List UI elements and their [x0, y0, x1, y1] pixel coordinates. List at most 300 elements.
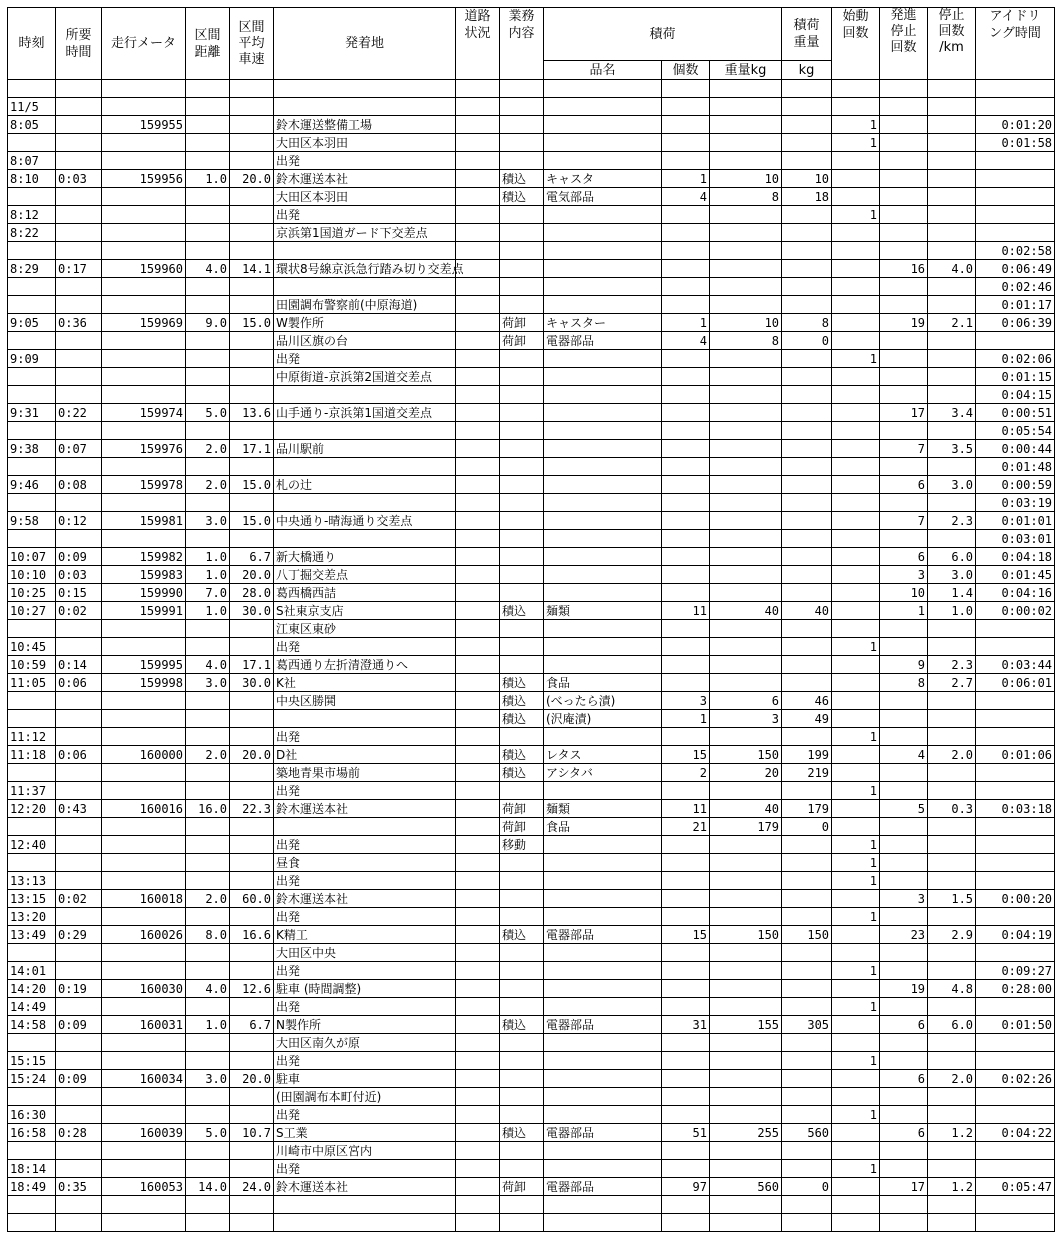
cell-cargo-count — [662, 494, 710, 512]
cell-place: 出発 — [274, 1052, 456, 1070]
cell-odometer: 160016 — [102, 800, 186, 818]
cell-starts: 1 — [832, 134, 880, 152]
table-row — [8, 836, 1055, 854]
cell-stops-per-km — [928, 386, 976, 404]
cell-idling: 0:01:17 — [976, 296, 1055, 314]
cell-work — [500, 134, 544, 152]
cell-speed — [230, 782, 274, 800]
cell-starts: 1 — [832, 872, 880, 890]
cell-road — [456, 584, 500, 602]
cell-cargo-count — [662, 980, 710, 998]
cell-time — [8, 134, 56, 152]
cell-time — [8, 692, 56, 710]
cell-cargo-count — [662, 638, 710, 656]
cell-speed — [230, 710, 274, 728]
cell-road — [456, 1178, 500, 1196]
cell-road — [456, 854, 500, 872]
cell-cargo-item: キャスタ — [544, 170, 662, 188]
cell-idling — [976, 1160, 1055, 1178]
cell-speed — [230, 836, 274, 854]
cell-stops-per-km — [928, 152, 976, 170]
cell-idling: 0:01:50 — [976, 1016, 1055, 1034]
cell-speed — [230, 1160, 274, 1178]
cell-place: 出発 — [274, 836, 456, 854]
table-row — [8, 1016, 1055, 1034]
cell-speed — [230, 296, 274, 314]
cell-idling: 0:06:39 — [976, 314, 1055, 332]
cell-starts — [832, 260, 880, 278]
cell-distance: 2.0 — [186, 890, 230, 908]
cell-time: 13:20 — [8, 908, 56, 926]
cell-work — [500, 512, 544, 530]
cell-cargo-item — [544, 944, 662, 962]
cell-stops — [880, 116, 928, 134]
cell-elapsed — [56, 350, 102, 368]
cell-stops — [880, 224, 928, 242]
cell-idling — [976, 188, 1055, 206]
cell-place: 出発 — [274, 206, 456, 224]
cell-work: 荷卸 — [500, 1178, 544, 1196]
cell-speed — [230, 134, 274, 152]
cell-stops-per-km: 2.1 — [928, 314, 976, 332]
table-row — [8, 692, 1055, 710]
header-cargo-weight: 重量kg — [710, 61, 782, 80]
cell-distance — [186, 818, 230, 836]
cell-place: 鈴木運送本社 — [274, 890, 456, 908]
header-time — [8, 8, 56, 80]
cell-stops — [880, 458, 928, 476]
cell-odometer — [102, 944, 186, 962]
cell-odometer — [102, 1034, 186, 1052]
cell-work — [500, 1070, 544, 1088]
cell-cargo-weight — [710, 998, 782, 1016]
cell-distance — [186, 530, 230, 548]
cell-cargo-weight — [710, 620, 782, 638]
cell-odometer — [102, 998, 186, 1016]
cell-place: 品川駅前 — [274, 440, 456, 458]
cell-idling: 0:03:18 — [976, 800, 1055, 818]
cell-cargo-count — [662, 476, 710, 494]
cell-work — [500, 1106, 544, 1124]
cell-work — [500, 278, 544, 296]
cell-distance: 7.0 — [186, 584, 230, 602]
cell-odometer — [102, 872, 186, 890]
cell-stops: 6 — [880, 548, 928, 566]
cell-stops — [880, 836, 928, 854]
cell-distance: 1.0 — [186, 566, 230, 584]
cell-idling — [976, 944, 1055, 962]
cell-starts: 1 — [832, 206, 880, 224]
cell-cargo-count — [662, 296, 710, 314]
cell-idling — [976, 1142, 1055, 1160]
cell-distance — [186, 872, 230, 890]
cell-cargo-count — [662, 836, 710, 854]
cell-time — [8, 422, 56, 440]
cell-stops — [880, 422, 928, 440]
cell-work: 積込 — [500, 764, 544, 782]
cell-elapsed: 0:43 — [56, 800, 102, 818]
cell-road — [456, 440, 500, 458]
cell-load-weight — [782, 278, 832, 296]
cell-distance — [186, 134, 230, 152]
cell-starts — [832, 1142, 880, 1160]
cell-stops — [880, 134, 928, 152]
cell-cargo-weight — [710, 584, 782, 602]
cell-place: 中原街道-京浜第2国道交差点 — [274, 368, 456, 386]
cell-odometer: 159983 — [102, 566, 186, 584]
cell-starts — [832, 584, 880, 602]
cell-distance: 4.0 — [186, 980, 230, 998]
cell-cargo-weight: 8 — [710, 188, 782, 206]
header-distance: 区間 距離 — [186, 8, 230, 80]
cell-stops — [880, 1142, 928, 1160]
cell-cargo-count: 15 — [662, 926, 710, 944]
cell-cargo-count: 21 — [662, 818, 710, 836]
cell-starts — [832, 548, 880, 566]
cell-cargo-item — [544, 440, 662, 458]
cell-odometer — [102, 638, 186, 656]
table-row — [8, 1052, 1055, 1070]
cell-cargo-item — [544, 278, 662, 296]
cell-starts — [832, 170, 880, 188]
cell-distance — [186, 224, 230, 242]
cell-road — [456, 458, 500, 476]
cell-stops-per-km — [928, 278, 976, 296]
cell-road — [456, 692, 500, 710]
cell-stops-per-km — [928, 872, 976, 890]
cell-speed — [230, 152, 274, 170]
cell-cargo-count — [662, 566, 710, 584]
cell-idling — [976, 854, 1055, 872]
cell-elapsed — [56, 836, 102, 854]
cell-speed — [230, 764, 274, 782]
cell-cargo-item: 電器部品 — [544, 1124, 662, 1142]
cell-load-weight: 0 — [782, 1178, 832, 1196]
cell-starts — [832, 188, 880, 206]
cell-stops — [880, 782, 928, 800]
cell-stops: 3 — [880, 566, 928, 584]
cell-load-weight — [782, 854, 832, 872]
cell-odometer — [102, 98, 186, 116]
cell-stops-per-km: 1.0 — [928, 602, 976, 620]
cell-cargo-weight — [710, 962, 782, 980]
cell-distance — [186, 386, 230, 404]
cell-place: 新大橋通り — [274, 548, 456, 566]
table-row — [8, 548, 1055, 566]
cell-cargo-weight — [710, 638, 782, 656]
cell-stops-per-km — [928, 1214, 976, 1232]
cell-idling — [976, 872, 1055, 890]
cell-distance — [186, 710, 230, 728]
cell-distance — [186, 98, 230, 116]
cell-elapsed: 0:29 — [56, 926, 102, 944]
cell-elapsed: 0:03 — [56, 566, 102, 584]
cell-load-weight: 560 — [782, 1124, 832, 1142]
cell-distance — [186, 188, 230, 206]
cell-cargo-count — [662, 1196, 710, 1214]
cell-time: 8:10 — [8, 170, 56, 188]
cell-load-weight — [782, 1070, 832, 1088]
cell-idling — [976, 728, 1055, 746]
cell-speed: 12.6 — [230, 980, 274, 998]
cell-load-weight — [782, 440, 832, 458]
cell-work — [500, 566, 544, 584]
cell-stops: 19 — [880, 980, 928, 998]
cell-time: 12:20 — [8, 800, 56, 818]
cell-speed — [230, 530, 274, 548]
cell-odometer: 160030 — [102, 980, 186, 998]
cell-idling: 0:04:18 — [976, 548, 1055, 566]
cell-cargo-item — [544, 206, 662, 224]
table-row — [8, 1070, 1055, 1088]
cell-time — [8, 368, 56, 386]
table-row — [8, 494, 1055, 512]
cell-time: 8:29 — [8, 260, 56, 278]
cell-cargo-weight: 179 — [710, 818, 782, 836]
cell-load-weight: 46 — [782, 692, 832, 710]
cell-cargo-weight — [710, 656, 782, 674]
cell-time — [8, 854, 56, 872]
cell-load-weight — [782, 962, 832, 980]
table-row — [8, 170, 1055, 188]
cell-place — [274, 494, 456, 512]
cell-cargo-item — [544, 1052, 662, 1070]
cell-distance: 4.0 — [186, 260, 230, 278]
cell-distance — [186, 1214, 230, 1232]
cell-cargo-weight — [710, 368, 782, 386]
cell-speed: 15.0 — [230, 314, 274, 332]
cell-odometer: 160018 — [102, 890, 186, 908]
cell-odometer — [102, 368, 186, 386]
cell-idling — [976, 332, 1055, 350]
cell-speed: 17.1 — [230, 656, 274, 674]
cell-speed — [230, 962, 274, 980]
cell-cargo-weight — [710, 872, 782, 890]
cell-road — [456, 962, 500, 980]
header-idling: アイドリ ング時間 — [976, 8, 1055, 80]
cell-time: 14:20 — [8, 980, 56, 998]
cell-place: 出発 — [274, 998, 456, 1016]
cell-stops-per-km — [928, 422, 976, 440]
cell-cargo-item: 電器部品 — [544, 1016, 662, 1034]
cell-elapsed — [56, 386, 102, 404]
cell-stops-per-km — [928, 206, 976, 224]
cell-starts — [832, 602, 880, 620]
cell-work: 荷卸 — [500, 800, 544, 818]
cell-work — [500, 224, 544, 242]
cell-time: 11:12 — [8, 728, 56, 746]
cell-odometer — [102, 1160, 186, 1178]
cell-distance — [186, 944, 230, 962]
cell-starts — [832, 368, 880, 386]
cell-cargo-count — [662, 962, 710, 980]
cell-load-weight — [782, 512, 832, 530]
cell-stops — [880, 278, 928, 296]
cell-speed — [230, 80, 274, 98]
cell-work: 積込 — [500, 746, 544, 764]
cell-time: 10:27 — [8, 602, 56, 620]
cell-time — [8, 332, 56, 350]
cell-time — [8, 1214, 56, 1232]
cell-elapsed — [56, 782, 102, 800]
cell-cargo-count — [662, 98, 710, 116]
cell-elapsed — [56, 296, 102, 314]
cell-cargo-count: 11 — [662, 602, 710, 620]
cell-place — [274, 1214, 456, 1232]
cell-idling — [976, 1034, 1055, 1052]
cell-starts: 1 — [832, 1106, 880, 1124]
table-row — [8, 530, 1055, 548]
cell-odometer — [102, 1106, 186, 1124]
cell-stops-per-km — [928, 1034, 976, 1052]
cell-speed — [230, 422, 274, 440]
cell-idling — [976, 1196, 1055, 1214]
cell-speed — [230, 224, 274, 242]
cell-time: 10:07 — [8, 548, 56, 566]
cell-elapsed — [56, 998, 102, 1016]
cell-place — [274, 278, 456, 296]
table-row — [8, 818, 1055, 836]
cell-elapsed: 0:36 — [56, 314, 102, 332]
cell-distance: 1.0 — [186, 548, 230, 566]
cell-stops: 6 — [880, 1070, 928, 1088]
cell-work — [500, 962, 544, 980]
cell-speed — [230, 1034, 274, 1052]
cell-cargo-item — [544, 962, 662, 980]
cell-work: 積込 — [500, 1016, 544, 1034]
header-speed: 区間 平均 車速 — [230, 8, 274, 80]
cell-starts — [832, 152, 880, 170]
cell-place: 葛西通り左折清澄通りへ — [274, 656, 456, 674]
cell-load-weight — [782, 476, 832, 494]
cell-stops-per-km — [928, 80, 976, 98]
cell-starts — [832, 476, 880, 494]
cell-time: 10:59 — [8, 656, 56, 674]
cell-speed — [230, 728, 274, 746]
cell-idling — [976, 1214, 1055, 1232]
cell-starts — [832, 278, 880, 296]
cell-work — [500, 1052, 544, 1070]
cell-cargo-item — [544, 908, 662, 926]
cell-road — [456, 674, 500, 692]
cell-idling: 0:01:20 — [976, 116, 1055, 134]
cell-cargo-count — [662, 206, 710, 224]
cell-time: 9:38 — [8, 440, 56, 458]
cell-starts — [832, 980, 880, 998]
cell-cargo-item — [544, 1142, 662, 1160]
cell-load-weight: 219 — [782, 764, 832, 782]
cell-starts: 1 — [832, 116, 880, 134]
cell-stops — [880, 944, 928, 962]
cell-place: 山手通り-京浜第1国道交差点 — [274, 404, 456, 422]
cell-starts — [832, 458, 880, 476]
cell-cargo-item — [544, 890, 662, 908]
cell-load-weight — [782, 620, 832, 638]
cell-time — [8, 818, 56, 836]
cell-cargo-item — [544, 134, 662, 152]
cell-elapsed: 0:12 — [56, 512, 102, 530]
cell-distance — [186, 494, 230, 512]
cell-road — [456, 296, 500, 314]
cell-starts — [832, 1214, 880, 1232]
cell-work: 荷卸 — [500, 332, 544, 350]
cell-road — [456, 656, 500, 674]
cell-stops — [880, 872, 928, 890]
cell-cargo-item: 電器部品 — [544, 926, 662, 944]
cell-distance — [186, 854, 230, 872]
cell-speed: 15.0 — [230, 476, 274, 494]
cell-distance — [186, 764, 230, 782]
table-row — [8, 314, 1055, 332]
cell-work — [500, 206, 544, 224]
cell-place: 鈴木運送本社 — [274, 800, 456, 818]
cell-elapsed — [56, 818, 102, 836]
cell-time: 9:09 — [8, 350, 56, 368]
cell-road — [456, 602, 500, 620]
table-row — [8, 638, 1055, 656]
cell-place: 出発 — [274, 1160, 456, 1178]
cell-elapsed — [56, 80, 102, 98]
cell-cargo-weight — [710, 80, 782, 98]
table-row — [8, 278, 1055, 296]
cell-road — [456, 998, 500, 1016]
cell-place: 出発 — [274, 962, 456, 980]
header-place: 発着地 — [274, 8, 456, 80]
cell-work: 積込 — [500, 692, 544, 710]
cell-load-weight: 18 — [782, 188, 832, 206]
cell-elapsed: 0:15 — [56, 584, 102, 602]
cell-cargo-item — [544, 116, 662, 134]
cell-stops — [880, 1106, 928, 1124]
cell-stops-per-km — [928, 782, 976, 800]
cell-odometer — [102, 350, 186, 368]
cell-elapsed — [56, 962, 102, 980]
cell-idling: 0:00:51 — [976, 404, 1055, 422]
cell-time: 8:07 — [8, 152, 56, 170]
cell-starts: 1 — [832, 998, 880, 1016]
cell-odometer: 159969 — [102, 314, 186, 332]
cell-starts: 1 — [832, 836, 880, 854]
cell-road — [456, 566, 500, 584]
cell-cargo-weight — [710, 98, 782, 116]
cell-starts — [832, 1070, 880, 1088]
cell-elapsed — [56, 278, 102, 296]
cell-time: 15:24 — [8, 1070, 56, 1088]
header-odometer: 走行メータ — [102, 8, 186, 80]
cell-stops — [880, 1052, 928, 1070]
cell-road — [456, 908, 500, 926]
cell-elapsed — [56, 1034, 102, 1052]
cell-idling — [976, 1052, 1055, 1070]
cell-place — [274, 386, 456, 404]
table-row — [8, 332, 1055, 350]
cell-road — [456, 620, 500, 638]
cell-stops-per-km: 2.3 — [928, 656, 976, 674]
cell-speed: 17.1 — [230, 440, 274, 458]
header-work: 業務 内容 — [500, 8, 544, 80]
cell-starts — [832, 314, 880, 332]
cell-road — [456, 1088, 500, 1106]
cell-place: 出発 — [274, 872, 456, 890]
cell-cargo-count — [662, 620, 710, 638]
cell-cargo-count — [662, 656, 710, 674]
cell-cargo-count: 1 — [662, 710, 710, 728]
cell-distance — [186, 152, 230, 170]
cell-time: 10:45 — [8, 638, 56, 656]
cell-odometer — [102, 152, 186, 170]
cell-stops — [880, 962, 928, 980]
cell-road — [456, 782, 500, 800]
